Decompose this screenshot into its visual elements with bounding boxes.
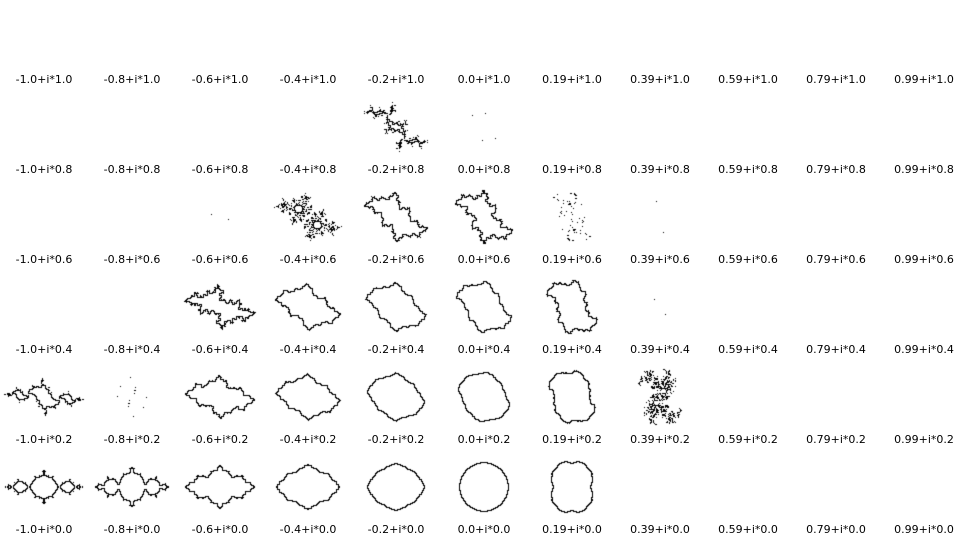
julia-set-image: [352, 272, 440, 342]
julia-parameter-label: -1.0+i*0.2: [15, 433, 73, 446]
julia-cell: [528, 362, 616, 452]
julia-set-image: [176, 452, 264, 522]
julia-set-image: [88, 2, 176, 72]
julia-parameter-label: -0.2+i*0.2: [367, 433, 425, 446]
julia-cell: [352, 362, 440, 452]
julia-set-image: [88, 182, 176, 252]
julia-parameter-label: 0.0+i*0.8: [457, 163, 511, 176]
julia-parameter-label: 0.19+i*0.4: [542, 343, 602, 356]
julia-cell: [352, 182, 440, 272]
julia-set-image: [704, 92, 792, 162]
julia-set-image: [440, 92, 528, 162]
julia-set-image: [792, 92, 880, 162]
julia-set-image: [880, 2, 960, 72]
julia-parameter-label: -0.6+i*0.8: [191, 163, 249, 176]
julia-parameter-label: 0.0+i*0.4: [457, 343, 511, 356]
julia-parameter-label: 0.99+i*0.6: [894, 253, 954, 266]
julia-parameter-label: 0.79+i*0.2: [806, 433, 866, 446]
julia-set-image: [352, 92, 440, 162]
julia-cell: [792, 362, 880, 452]
julia-cell: [616, 452, 704, 542]
julia-cell: [264, 182, 352, 272]
julia-cell: [440, 362, 528, 452]
julia-cell: [528, 452, 616, 542]
julia-set-image: [880, 362, 960, 432]
julia-set-image: [352, 182, 440, 252]
julia-parameter-label: 0.99+i*0.4: [894, 343, 954, 356]
julia-parameter-label: 0.59+i*0.0: [718, 523, 778, 536]
julia-parameter-label: 0.79+i*1.0: [806, 73, 866, 86]
julia-set-image: [88, 452, 176, 522]
julia-cell: [88, 362, 176, 452]
julia-set-image: [0, 452, 88, 522]
julia-set-image: [528, 182, 616, 252]
julia-parameter-label: -0.4+i*0.4: [279, 343, 337, 356]
julia-cell: [440, 2, 528, 92]
julia-cell: [176, 362, 264, 452]
julia-cell: [528, 272, 616, 362]
julia-cell: [440, 182, 528, 272]
julia-cell: [176, 92, 264, 182]
julia-cell: [264, 362, 352, 452]
julia-parameter-label: 0.39+i*0.4: [630, 343, 690, 356]
julia-set-image: [352, 452, 440, 522]
julia-set-image: [0, 272, 88, 342]
julia-parameter-label: 0.39+i*0.6: [630, 253, 690, 266]
julia-set-image: [616, 2, 704, 72]
julia-set-image: [176, 182, 264, 252]
julia-set-image: [88, 362, 176, 432]
julia-cell: [440, 452, 528, 542]
julia-cell: [528, 182, 616, 272]
julia-parameter-label: 0.0+i*0.6: [457, 253, 511, 266]
julia-cell: [616, 2, 704, 92]
julia-set-image: [616, 182, 704, 252]
julia-parameter-label: 0.39+i*1.0: [630, 73, 690, 86]
julia-parameter-label: -0.8+i*0.4: [103, 343, 161, 356]
julia-cell: [616, 92, 704, 182]
julia-cell: [88, 182, 176, 272]
julia-parameter-label: 0.99+i*0.8: [894, 163, 954, 176]
julia-parameter-label: 0.39+i*0.2: [630, 433, 690, 446]
julia-cell: [88, 452, 176, 542]
julia-set-image: [176, 362, 264, 432]
julia-set-image: [0, 92, 88, 162]
julia-parameter-label: 0.39+i*0.0: [630, 523, 690, 536]
julia-set-image: [176, 92, 264, 162]
julia-set-image: [528, 362, 616, 432]
julia-cell: [616, 182, 704, 272]
julia-set-image: [528, 92, 616, 162]
julia-parameter-label: 0.19+i*0.6: [542, 253, 602, 266]
julia-cell: [88, 92, 176, 182]
julia-cell: [792, 2, 880, 92]
julia-parameter-label: 0.59+i*0.2: [718, 433, 778, 446]
julia-cell: [704, 2, 792, 92]
julia-parameter-label: -0.2+i*0.6: [367, 253, 425, 266]
julia-parameter-label: -0.8+i*0.2: [103, 433, 161, 446]
julia-parameter-label: -0.6+i*0.2: [191, 433, 249, 446]
julia-parameter-label: 0.79+i*0.8: [806, 163, 866, 176]
julia-parameter-label: -0.2+i*1.0: [367, 73, 425, 86]
julia-cell: [264, 272, 352, 362]
julia-cell: [352, 272, 440, 362]
julia-set-image: [176, 272, 264, 342]
julia-parameter-label: 0.19+i*1.0: [542, 73, 602, 86]
julia-set-image: [264, 2, 352, 72]
julia-set-image: [440, 452, 528, 522]
julia-set-image: [264, 452, 352, 522]
julia-cell: [176, 182, 264, 272]
julia-parameter-label: -0.6+i*1.0: [191, 73, 249, 86]
julia-cell: [792, 272, 880, 362]
julia-cell: [880, 182, 960, 272]
julia-set-image: [528, 2, 616, 72]
julia-cell: [704, 272, 792, 362]
julia-parameter-label: 0.99+i*0.2: [894, 433, 954, 446]
julia-parameter-label: -1.0+i*0.8: [15, 163, 73, 176]
julia-set-image: [704, 362, 792, 432]
julia-set-image: [616, 92, 704, 162]
julia-cell: [440, 272, 528, 362]
julia-set-image: [264, 272, 352, 342]
julia-cell: [352, 452, 440, 542]
julia-cell: [704, 92, 792, 182]
julia-set-image: [440, 182, 528, 252]
julia-set-image: [0, 362, 88, 432]
julia-cell: [88, 2, 176, 92]
julia-set-image: [792, 2, 880, 72]
julia-parameter-label: -0.8+i*0.0: [103, 523, 161, 536]
julia-parameter-label: -0.4+i*0.0: [279, 523, 337, 536]
julia-set-image: [792, 452, 880, 522]
julia-cell: [88, 272, 176, 362]
julia-cell: [528, 2, 616, 92]
julia-parameter-label: 0.39+i*0.8: [630, 163, 690, 176]
julia-parameter-label: 0.59+i*0.8: [718, 163, 778, 176]
julia-parameter-label: 0.79+i*0.0: [806, 523, 866, 536]
julia-parameter-label: -0.4+i*1.0: [279, 73, 337, 86]
julia-parameter-label: 0.59+i*0.6: [718, 253, 778, 266]
julia-cell: [792, 92, 880, 182]
julia-set-image: [352, 362, 440, 432]
julia-cell: [528, 92, 616, 182]
julia-parameter-label: -0.6+i*0.4: [191, 343, 249, 356]
julia-set-image: [880, 182, 960, 252]
julia-parameter-label: -0.8+i*0.8: [103, 163, 161, 176]
julia-cell: [0, 272, 88, 362]
julia-cell: [440, 92, 528, 182]
julia-cell: [176, 452, 264, 542]
julia-cell: [264, 92, 352, 182]
julia-set-image: [528, 452, 616, 522]
julia-set-image: [440, 362, 528, 432]
julia-parameter-label: 0.19+i*0.2: [542, 433, 602, 446]
julia-parameter-label: 0.0+i*0.2: [457, 433, 511, 446]
julia-set-image: [0, 182, 88, 252]
julia-cell: [880, 362, 960, 452]
julia-cell: [0, 2, 88, 92]
julia-set-image: [88, 92, 176, 162]
julia-set-image: [880, 92, 960, 162]
julia-set-image: [792, 182, 880, 252]
julia-parameter-label: -0.4+i*0.8: [279, 163, 337, 176]
julia-cell: [616, 272, 704, 362]
julia-parameter-label: -0.4+i*0.2: [279, 433, 337, 446]
julia-parameter-label: -0.2+i*0.0: [367, 523, 425, 536]
julia-set-image: [440, 272, 528, 342]
julia-cell: [704, 452, 792, 542]
julia-cell: [352, 2, 440, 92]
julia-parameter-label: -1.0+i*1.0: [15, 73, 73, 86]
julia-cell: [0, 92, 88, 182]
julia-set-image: [792, 362, 880, 432]
julia-parameter-label: 0.99+i*1.0: [894, 73, 954, 86]
julia-set-image: [616, 362, 704, 432]
julia-parameter-label: -1.0+i*0.6: [15, 253, 73, 266]
julia-set-image: [264, 182, 352, 252]
julia-parameter-label: 0.79+i*0.6: [806, 253, 866, 266]
julia-parameter-label: 0.59+i*1.0: [718, 73, 778, 86]
julia-cell: [792, 182, 880, 272]
julia-set-image: [704, 182, 792, 252]
julia-set-image: [440, 2, 528, 72]
julia-set-image: [704, 452, 792, 522]
julia-parameter-label: -0.4+i*0.6: [279, 253, 337, 266]
julia-set-image: [880, 452, 960, 522]
julia-cell: [264, 452, 352, 542]
julia-set-image: [352, 2, 440, 72]
julia-parameter-label: -0.2+i*0.8: [367, 163, 425, 176]
julia-parameter-label: 0.99+i*0.0: [894, 523, 954, 536]
julia-parameter-label: -1.0+i*0.0: [15, 523, 73, 536]
julia-cell: [880, 272, 960, 362]
julia-cell: [880, 2, 960, 92]
julia-cell: [616, 362, 704, 452]
julia-set-image: [616, 272, 704, 342]
julia-cell: [880, 92, 960, 182]
julia-parameter-label: -0.8+i*1.0: [103, 73, 161, 86]
julia-set-image: [528, 272, 616, 342]
julia-cell: [704, 362, 792, 452]
julia-parameter-label: 0.59+i*0.4: [718, 343, 778, 356]
julia-parameter-label: 0.19+i*0.8: [542, 163, 602, 176]
julia-cell: [704, 182, 792, 272]
julia-set-image: [264, 92, 352, 162]
julia-parameter-label: 0.19+i*0.0: [542, 523, 602, 536]
julia-cell: [176, 272, 264, 362]
julia-set-image: [616, 452, 704, 522]
julia-parameter-label: 0.79+i*0.4: [806, 343, 866, 356]
julia-parameter-label: -0.6+i*0.0: [191, 523, 249, 536]
julia-set-image: [264, 362, 352, 432]
julia-parameter-label: -0.2+i*0.4: [367, 343, 425, 356]
julia-cell: [0, 452, 88, 542]
julia-cell: [792, 452, 880, 542]
julia-set-image: [176, 2, 264, 72]
julia-set-image: [792, 272, 880, 342]
julia-set-image: [0, 2, 88, 72]
julia-set-image: [704, 2, 792, 72]
julia-cell: [176, 2, 264, 92]
julia-parameter-label: 0.0+i*1.0: [457, 73, 511, 86]
julia-set-image: [88, 272, 176, 342]
julia-parameter-label: 0.0+i*0.0: [457, 523, 511, 536]
julia-cell: [880, 452, 960, 542]
julia-parameter-label: -0.6+i*0.6: [191, 253, 249, 266]
julia-parameter-label: -1.0+i*0.4: [15, 343, 73, 356]
julia-set-image: [880, 272, 960, 342]
julia-set-image: [704, 272, 792, 342]
julia-cell: [0, 182, 88, 272]
julia-cell: [264, 2, 352, 92]
julia-parameter-label: -0.8+i*0.6: [103, 253, 161, 266]
julia-cell: [352, 92, 440, 182]
julia-cell: [0, 362, 88, 452]
